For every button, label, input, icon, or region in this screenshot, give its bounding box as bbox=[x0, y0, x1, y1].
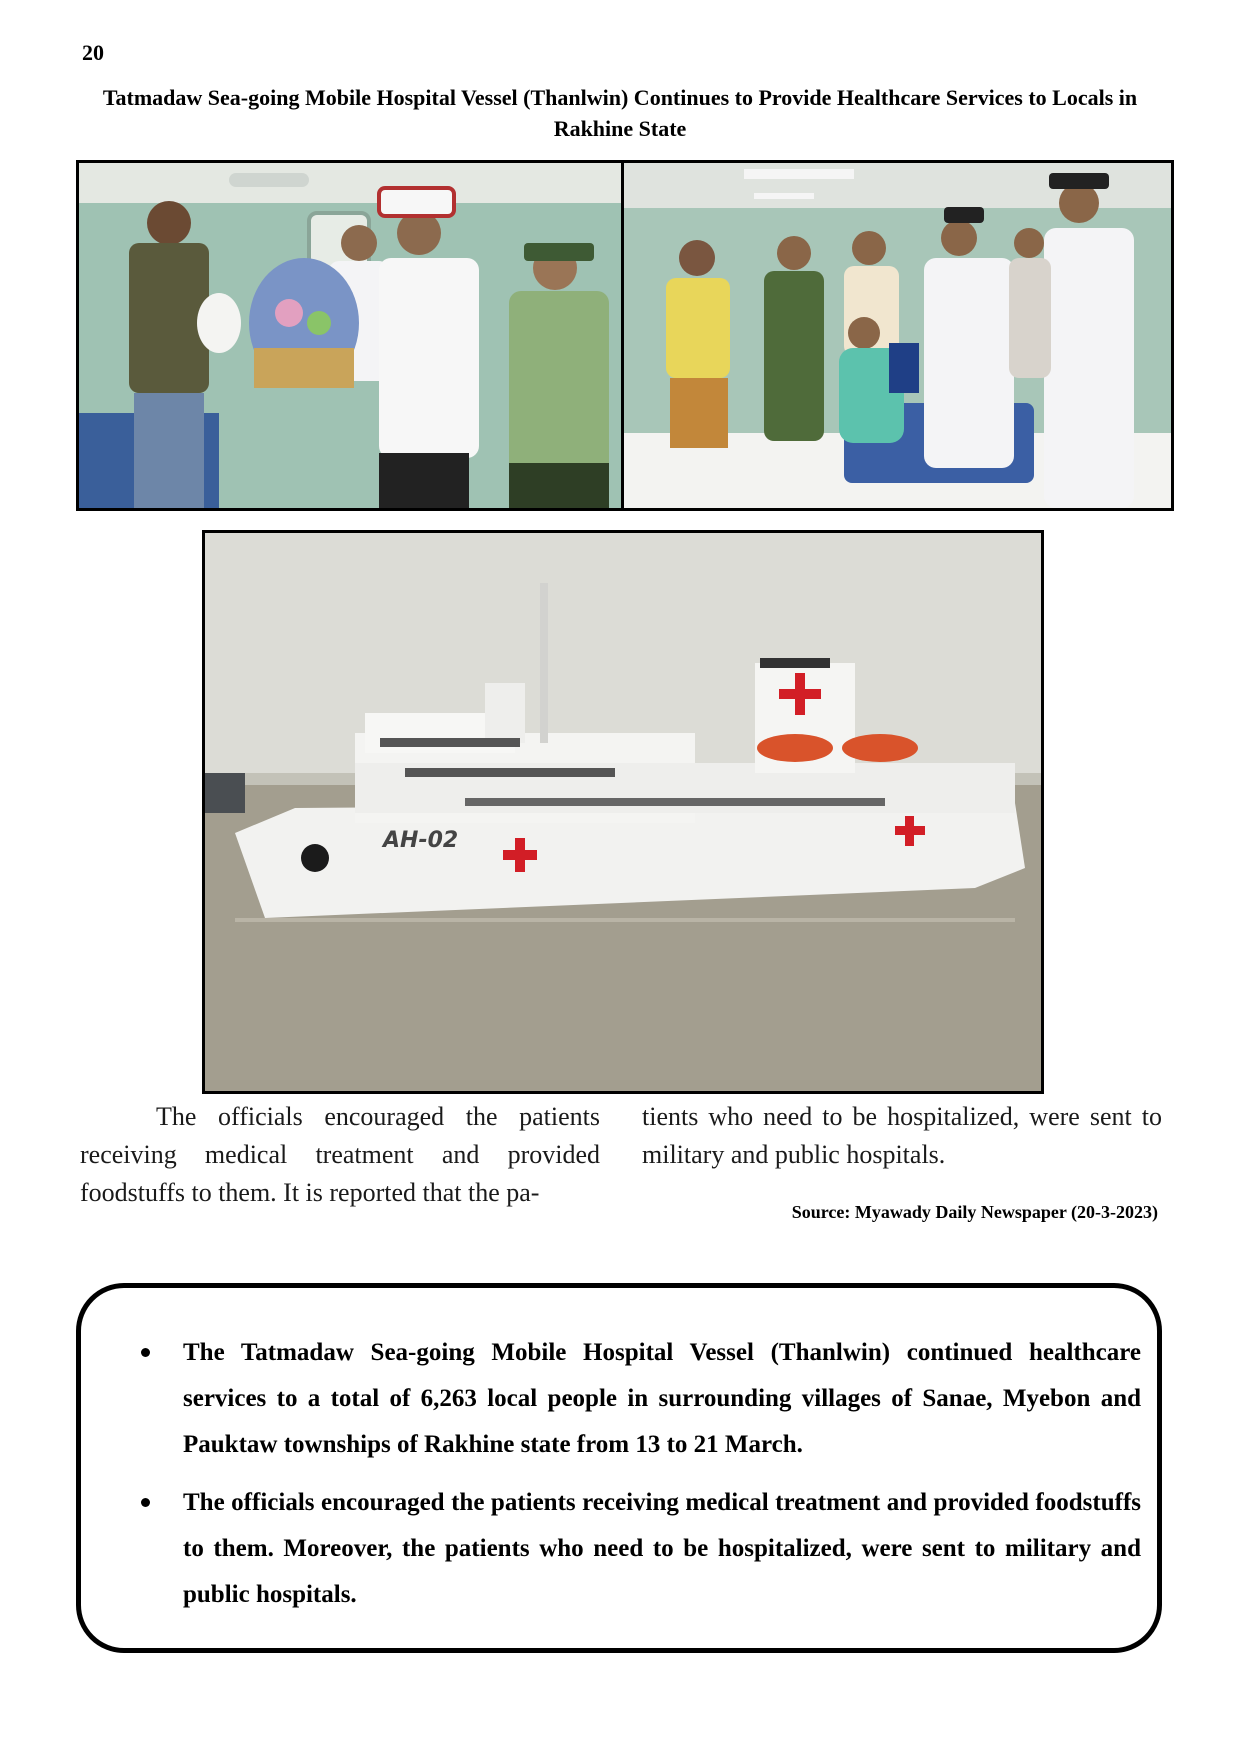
bullet-icon bbox=[141, 1348, 150, 1357]
page-number: 20 bbox=[82, 40, 104, 65]
article-text-right: tients who need to be hospitalized, were sent to military and public hospitals. bbox=[642, 1102, 1162, 1169]
source-citation: Source: Myawady Daily Newspaper (20-3-2023) bbox=[791, 1202, 1158, 1222]
bullet-icon bbox=[141, 1498, 150, 1507]
photo-hospital-ship bbox=[202, 530, 1044, 1094]
summary-bullet-text: The Tatmadaw Sea-going Mobile Hospital Vessel (Thanlwin) continued healthcare services to a total of 6,263 local people in surrounding villages of Sanae, Myebon and Pauktaw townships of Rakhine state from 13 to 21 March. bbox=[183, 1339, 1141, 1458]
summary-bullet-text: The officials encouraged the patients receiving medical treatment and provided foodstuffs to them. Moreover, the patients who need to be hospitalized, were sent to military and public hospitals. bbox=[183, 1489, 1141, 1608]
summary-list bbox=[141, 1330, 1141, 1630]
article-text-left: The officials encouraged the patients receiving medical treatment and provided foodstuffs to them. It is reported that the pa- bbox=[80, 1102, 600, 1207]
summary-box bbox=[76, 1283, 1162, 1653]
summary-bullet bbox=[141, 1330, 1141, 1468]
photo-ward-visit bbox=[624, 163, 1171, 508]
ship-hull-code: AH-02 bbox=[383, 828, 459, 853]
photo-row bbox=[76, 160, 1174, 511]
photo-gift-presentation bbox=[79, 163, 621, 508]
summary-bullet bbox=[141, 1480, 1141, 1618]
article-title: Tatmadaw Sea-going Mobile Hospital Vessel (Thanlwin) Continues to Provide Healthcare Services to Locals in Rakhine State bbox=[102, 85, 1138, 141]
